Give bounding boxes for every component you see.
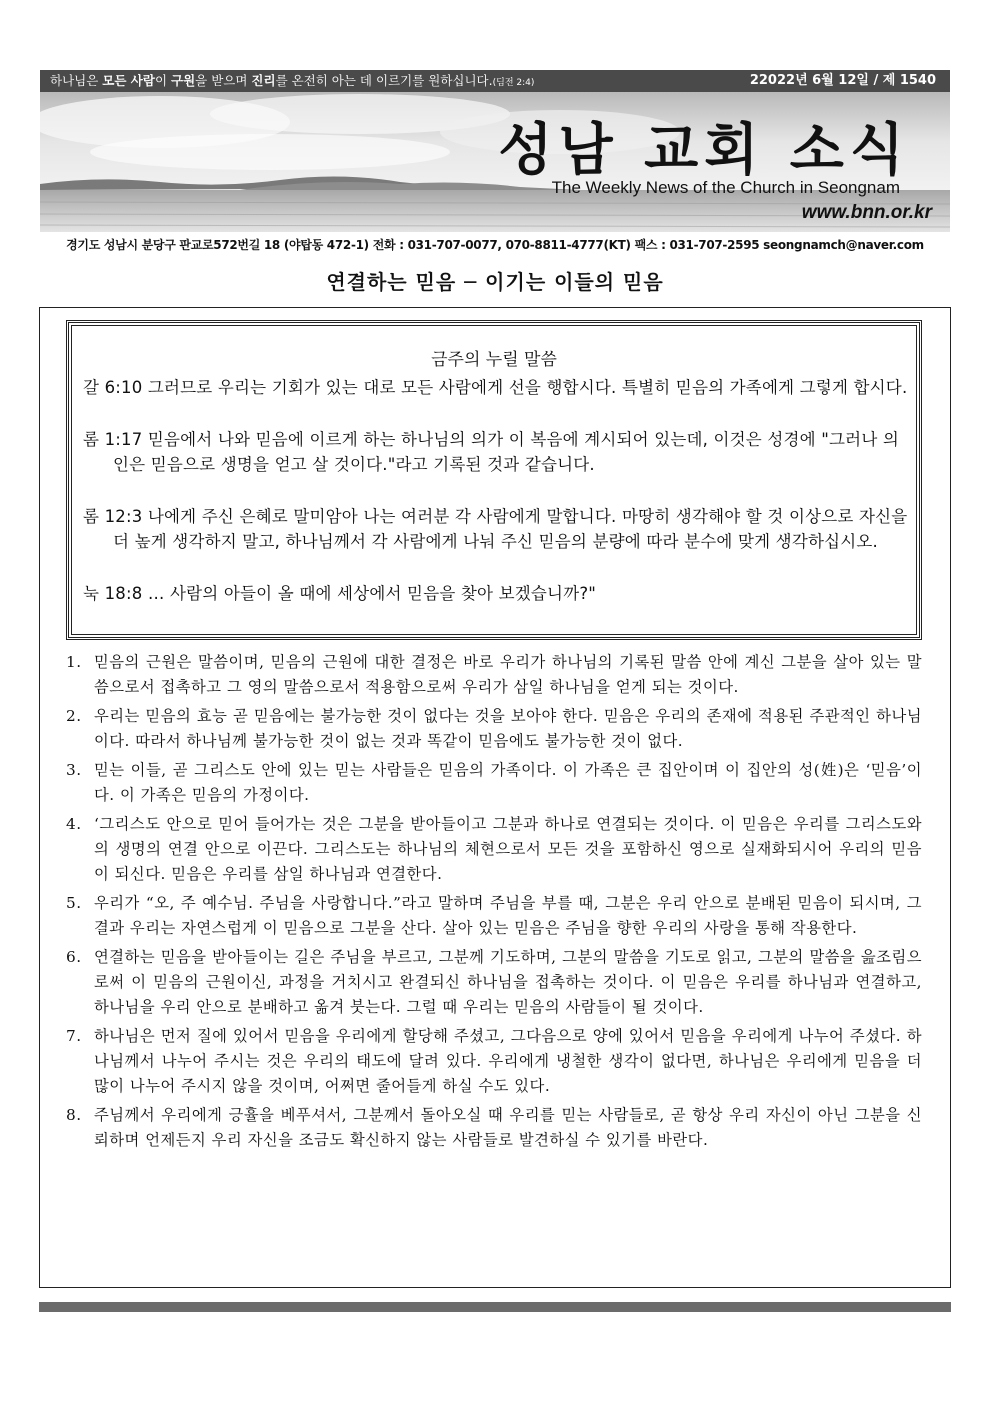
item-text: 우리가 “오, 주 예수님. 주님을 사랑합니다.”라고 말하며 주님을 부를 때, 그분은 우리 안으로 분배된 믿음이 되시며, 그 결과 우리는 자연스럽게 이 믿음으로 그분을 산다. 살아 있는 믿음은 주님을 향한 우리의 사랑을 통해 작용한다.	[94, 894, 922, 937]
motto-segment: 이	[154, 73, 171, 88]
item-text: 믿는 이들, 곧 그리스도 안에 있는 믿는 사람들은 믿음의 가족이다. 이 가족은 큰 집안이며 이 집안의 성(姓)은 ‘믿음’이다. 이 가족은 믿음의 가정이다.	[94, 761, 922, 804]
item-text: 연결하는 믿음을 받아들이는 길은 주님을 부르고, 그분께 기도하며, 그분의 말씀을 기도로 읽고, 그분의 말씀을 읊조림으로써 이 믿음의 근원이신, 과정을 거치시고 완결되신 하나님을 접촉하는 것이다. 이 믿음은 우리를 하나님과 연결하고, 하나님을 우리 안으로 분배하고 옮겨 붓는다. 그럴 때 우리는 믿음의 사람들이 될 것이다.	[94, 948, 922, 1016]
points-list	[66, 650, 922, 1157]
motto-segment: 구원	[171, 73, 196, 88]
item-number: 8.	[66, 1106, 82, 1124]
item-text: 하나님은 먼저 질에 있어서 믿음을 우리에게 할당해 주셨고, 그다음으로 양에 있어서 믿음을 우리에게 나누어 주셨다. 하나님께서 나누어 주시는 것은 우리의 태도에 달려 있다. 우리에게 냉철한 생각이 없다면, 하나님은 우리에게 믿음을 더 많이 나누어 주시지 않을 것이며, 어쩌면 줄어들게 하실 수도 있다.	[94, 1027, 922, 1095]
item-number: 1.	[66, 653, 82, 671]
footer-bar	[39, 1302, 951, 1312]
verse-item: 눅 18:8 … 사람의 아들이 올 때에 세상에서 믿음을 찾아 보겠습니까?"	[83, 584, 597, 603]
headline: 연결하는 믿음 ─ 이기는 이들의 믿음	[326, 270, 664, 294]
motto-reference: (딤전 2:4)	[492, 78, 535, 88]
verse-box-title: 금주의 누릴 말씀	[431, 350, 557, 370]
list-item	[66, 945, 922, 1020]
item-text: ‘그리스도 안으로 믿어 들어가는 것은 그분을 받아들이고 그분과 하나로 연결되는 것이다. 이 믿음은 우리를 그리스도와의 생명의 연결 안으로 이끈다. 그리스도는 하나님의 체현으로서 모든 것을 포함하신 영으로 실재화되시어 우리의 믿음이 되신다. 믿음은 우리를 삼일 하나님과 연결한다.	[94, 815, 922, 883]
list-item	[66, 758, 922, 808]
verse-item: 롬 12:3 나에게 주신 은혜로 말미암아 나는 여러분 각 사람에게 말합니다. 마땅히 생각해야 할 것 이상으로 자신을 더 높게 생각하지 말고, 하나님께서 각 사람에게 나눠 주신 믿음의 분량에 따라 분수에 맞게 생각하십시오.	[83, 507, 908, 551]
item-text: 주님께서 우리에게 긍휼을 베푸셔서, 그분께서 돌아오실 때 우리를 믿는 사람들로, 곧 항상 우리 자신이 아닌 그분을 신뢰하며 언제든지 우리 자신을 조금도 확신하지 않는 사람들로 발견하실 수 있기를 바란다.	[94, 1106, 922, 1149]
list-item	[66, 1103, 922, 1153]
masthead-banner	[40, 92, 950, 232]
item-number: 5.	[66, 894, 82, 912]
motto-segment: 을 받으며	[195, 73, 252, 88]
verse-item: 롬 1:17 믿음에서 나와 믿음에 이르게 하는 하나님의 의가 이 복음에 계시되어 있는데, 이것은 성경에 "그러나 의인은 믿음으로 생명을 얻고 살 것이다."라고 기록된 것과 같습니다.	[83, 430, 900, 474]
contact-address: 경기도 성남시 분당구 판교로572번길 18 (야탑동 472-1) 전화 : 031-707-0077, 070-8811-4777(KT) 팩스 : 031-707-2595 seongnamch@naver.com	[66, 238, 924, 252]
list-item	[66, 812, 922, 887]
motto-segment: 진리	[251, 73, 276, 88]
list-item	[66, 650, 922, 700]
item-text: 우리는 믿음의 효능 곧 믿음에는 불가능한 것이 없다는 것을 보아야 한다. 믿음은 우리의 존재에 적용된 주관적인 하나님이다. 따라서 하나님께 불가능한 것이 없는 것과 똑같이 믿음에도 불가능한 것이 없다.	[94, 707, 922, 750]
item-number: 6.	[66, 948, 82, 966]
list-item	[66, 891, 922, 941]
item-number: 7.	[66, 1027, 82, 1045]
newsletter-subtitle: The Weekly News of the Church in Seongnam	[551, 178, 900, 197]
list-item	[66, 1024, 922, 1099]
newsletter-title: 성남 교회 소식	[498, 118, 910, 183]
motto	[50, 70, 534, 92]
motto-segment: 를 온전히 아는 데 이르기를 원하십니다.	[275, 73, 493, 88]
list-item	[66, 704, 922, 754]
header-strip	[40, 70, 950, 92]
issue-date: 22022년 6월 12일 / 제 1540	[749, 73, 936, 88]
verse-item: 갈 6:10 그러므로 우리는 기회가 있는 대로 모든 사람에게 선을 행합시다. 특별히 믿음의 가족에게 그렇게 합시다.	[83, 378, 908, 397]
website-url: www.bnn.or.kr	[801, 202, 932, 223]
motto-segment: 모든 사람	[102, 73, 155, 88]
verse-box	[66, 320, 922, 640]
item-text: 믿음의 근원은 말씀이며, 믿음의 근원에 대한 결정은 바로 우리가 하나님의 기록된 말씀 안에 계신 그분을 살아 있는 말씀으로서 접촉하고 그 영의 말씀으로서 적용함으로써 우리가 삼일 하나님을 얻게 되는 것이다.	[94, 653, 922, 696]
motto-segment: 하나님은	[50, 73, 103, 88]
item-number: 4.	[66, 815, 82, 833]
item-number: 3.	[66, 761, 82, 779]
item-number: 2.	[66, 707, 82, 725]
